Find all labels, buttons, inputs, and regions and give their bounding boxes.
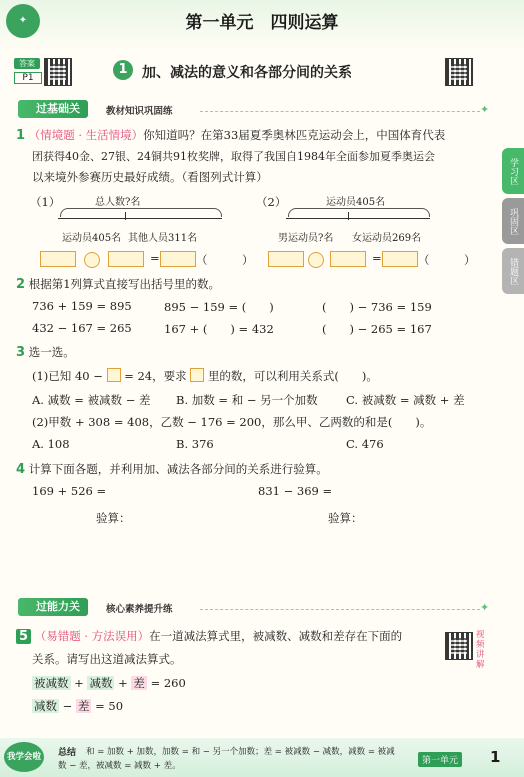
q1-part1-operator[interactable] — [84, 252, 100, 268]
q4-header — [16, 461, 328, 477]
q1-tag: （情境题 · 生活情境） — [28, 128, 144, 142]
side-tab-mistakes[interactable]: 错题区 — [502, 248, 524, 294]
q3-header — [16, 344, 75, 360]
q1-part2-unit: （ ） — [418, 253, 476, 267]
q5-r2-result: = 50 — [95, 699, 124, 713]
q1-part2-divider-tick — [348, 212, 349, 220]
q3-part1 — [32, 368, 378, 384]
q4-check-2: 验算： — [328, 511, 363, 525]
q3-part2-option-a[interactable]: A. 108 — [32, 437, 70, 451]
q1-part1-bar — [58, 218, 222, 219]
footer-summary-1: 和 = 加数 + 加数，加数 = 和 − 另一个加数；差 = 被减数 − 减数，减数 = 被减 — [86, 747, 395, 757]
video-label: 视频讲解 — [476, 630, 485, 670]
q5-r1-result: = 260 — [150, 676, 186, 690]
footer-summary-label: 总结 — [58, 748, 77, 758]
q3-part1-a: (1)已知 40 − — [32, 369, 103, 383]
q5-relation-1 — [32, 675, 186, 691]
q4-expr-2: 831 − 369 = — [258, 484, 333, 498]
section-ability-subtitle: 核心素养提升练 — [106, 604, 173, 615]
q3-part1-blank-1[interactable] — [107, 368, 121, 382]
q1-part2-bar — [286, 218, 430, 219]
q3-part1-option-b[interactable]: B. 加数 = 和 − 另一个加数 — [176, 393, 318, 407]
q1-part2-operator[interactable] — [308, 252, 324, 268]
q5-line2: 关系。请写出这道减法算式。 — [32, 652, 182, 666]
q5-r1-subtrahend: 减数 — [89, 676, 113, 690]
q3-part1-blank-2[interactable] — [190, 368, 204, 382]
lesson-number: 1 — [113, 60, 133, 80]
page-code: P1 — [14, 72, 42, 84]
q5-number: 5 — [16, 629, 31, 644]
side-tab-study[interactable]: 学习区 — [502, 148, 524, 194]
q1-line2: 团获得40金、27银、24铜共91枚奖牌，取得了我国自1984年全面参加夏季奥运会 — [32, 150, 435, 163]
unit-title: 第一单元 四则运算 — [185, 13, 339, 33]
q2-number: 2 — [16, 277, 26, 292]
q3-part1-option-c[interactable]: C. 被减数 = 减数 + 差 — [346, 393, 465, 407]
lesson-qr-code[interactable] — [445, 58, 473, 86]
q2-r2c2[interactable]: 167 + ( ) = 432 — [164, 322, 274, 336]
q1-part1-top-brace — [60, 208, 222, 217]
q2-r2c1: 432 − 167 = 265 — [32, 321, 132, 335]
q1-part1-top-label: 总人数?名 — [95, 197, 141, 208]
q1-part1-box-result[interactable] — [160, 251, 196, 267]
q5-r1-minuend: 被减数 — [34, 676, 69, 690]
q3-part1-b: = 24，要求 — [124, 369, 187, 383]
q1-line3: 以来境外参赛历史最好成绩。（看图列式计算） — [32, 170, 268, 184]
q1-part1-label: （1） — [30, 195, 61, 209]
q1-part1-box-a[interactable] — [40, 251, 76, 267]
q1-part2-top-brace — [288, 208, 430, 217]
q1-part1-right-label: 其他人员311名 — [128, 233, 198, 244]
q1-part1-divider-tick — [125, 212, 126, 220]
footer-summary-2: 数 − 差，被减数 = 减数 + 差。 — [58, 761, 181, 771]
section-basic-label: 过基础关 — [18, 100, 88, 118]
q4-text: 计算下面各题，并利用加、减法各部分间的关系进行验算。 — [28, 462, 328, 476]
video-qr-code[interactable] — [445, 632, 473, 660]
q5-r1-op2: + — [118, 676, 128, 690]
q5-r1-difference: 差 — [133, 676, 145, 690]
q5-relation-2 — [32, 698, 123, 714]
q2-r2c3[interactable]: ( ) − 265 = 167 — [322, 322, 432, 336]
q1-part2-eq: = — [372, 251, 382, 265]
footer-page-number: 1 — [490, 748, 501, 766]
q5-line1 — [16, 628, 402, 644]
q2-r1c3[interactable]: ( ) − 736 = 159 — [322, 300, 432, 314]
q5-r1-op1: + — [74, 676, 84, 690]
q5-r2-difference: 差 — [77, 699, 90, 713]
q1-text-1: 你知道吗？在第33届夏季奥林匹克运动会上，中国体育代表 — [143, 128, 446, 142]
q3-part1-c: 里的数，可以利用关系式( )。 — [207, 369, 378, 383]
q1-part1-eq: = — [150, 251, 160, 265]
q1-line1 — [16, 127, 445, 143]
q2-r1c1: 736 + 159 = 895 — [32, 299, 132, 313]
section-ability-label: 过能力关 — [18, 598, 88, 616]
section-basic-divider — [200, 111, 480, 112]
q4-check-1: 验算： — [96, 511, 131, 525]
q5-r2-subtrahend: 减数 — [34, 699, 57, 713]
section-basic-subtitle: 教材知识巩固练 — [106, 106, 173, 117]
lesson-title: 加、减法的意义和各部分间的关系 — [142, 65, 352, 81]
q3-text: 选一选。 — [28, 345, 75, 359]
q1-part2-box-b[interactable] — [330, 251, 366, 267]
footer-unit: 第一单元 — [418, 752, 462, 767]
q3-part1-option-a[interactable]: A. 减数 = 被减数 − 差 — [32, 393, 151, 407]
q4-number: 4 — [16, 462, 26, 477]
q1-part2-label: （2） — [256, 195, 287, 209]
q3-part2-option-b[interactable]: B. 376 — [176, 437, 214, 451]
star-icon: ✦ — [480, 103, 490, 116]
q3-part2-option-c[interactable]: C. 476 — [346, 437, 384, 451]
q4-expr-1: 169 + 526 = — [32, 484, 107, 498]
side-tab-consolidate[interactable]: 巩固区 — [502, 198, 524, 244]
logo-badge: ✦ — [6, 4, 40, 38]
answer-label: 答案 — [14, 58, 40, 69]
section-ability-divider — [200, 609, 480, 610]
q1-part1-box-b[interactable] — [108, 251, 144, 267]
footer-badge: 我学会啦 — [4, 742, 44, 772]
q1-part1-left-label: 运动员405名 — [62, 233, 122, 244]
q2-header — [16, 276, 220, 292]
q2-text: 根据第1列算式直接写出括号里的数。 — [28, 277, 221, 291]
answer-qr-code[interactable] — [44, 58, 72, 86]
q2-r1c2[interactable]: 895 − 159 = ( ) — [164, 300, 274, 314]
q1-part1-unit: （ ） — [196, 253, 254, 267]
q1-number: 1 — [16, 128, 26, 143]
q1-part2-box-a[interactable] — [268, 251, 304, 267]
q5-tag: （易错题 · 方法误用） — [34, 629, 150, 643]
q5-text-1: 在一道减法算式里，被减数、减数和差存在下面的 — [149, 629, 403, 643]
star-icon: ✦ — [480, 601, 490, 614]
q3-part2: (2)甲数 + 308 = 408，乙数 − 176 = 200，那么甲、乙两数的和是( )。 — [32, 415, 432, 429]
q1-part2-box-result[interactable] — [382, 251, 418, 267]
q5-r2-op: − — [62, 699, 73, 713]
q3-number: 3 — [16, 345, 26, 360]
q1-part2-right-label: 女运动员269名 — [352, 233, 422, 244]
q1-part2-top-label: 运动员405名 — [326, 197, 386, 208]
q1-part2-left-label: 男运动员?名 — [278, 233, 334, 244]
